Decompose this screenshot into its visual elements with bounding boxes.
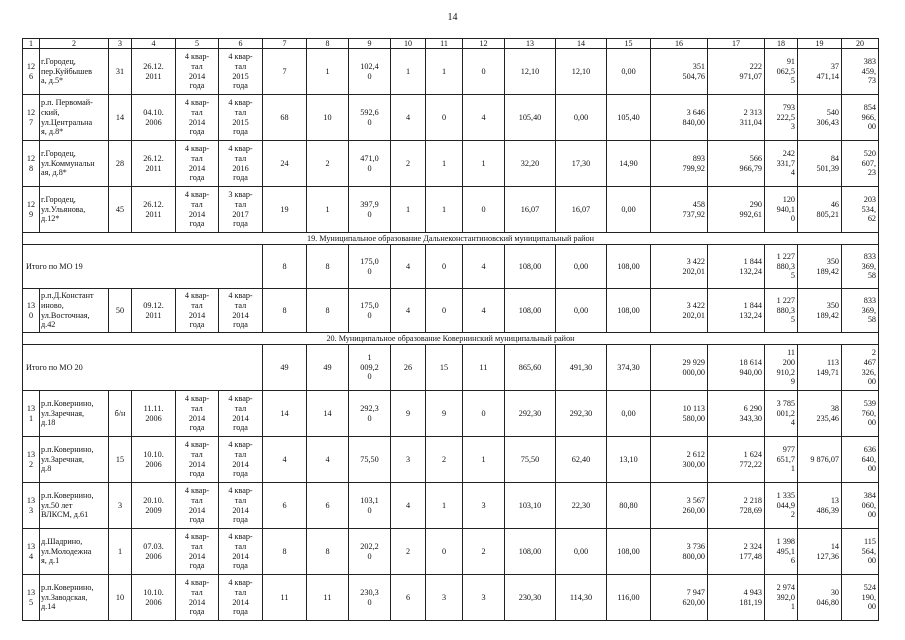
- section-heading-row: [23, 233, 879, 245]
- table-cell: 636 640, 00: [842, 437, 879, 483]
- table-cell: 4 квар- тал 2014 года: [219, 437, 263, 483]
- table-cell: 222 971,07: [708, 49, 765, 95]
- table-cell: 30 046,80: [798, 575, 842, 621]
- table-cell: 2 612 300,00: [651, 437, 708, 483]
- table-cell: 12 6: [23, 49, 40, 95]
- table-cell: 26.12. 2011: [132, 49, 176, 95]
- table-cell: 28: [109, 141, 132, 187]
- table-cell: 16,07: [556, 187, 607, 233]
- table-cell: 793 222,5 3: [765, 95, 798, 141]
- table-cell: 2: [307, 141, 349, 187]
- table-cell: 6: [263, 483, 307, 529]
- total-cell: 491,30: [556, 345, 607, 391]
- total-label: Итого по МО 20: [23, 345, 263, 391]
- total-cell: 8: [263, 245, 307, 289]
- table-cell: 4 квар- тал 2014 года: [176, 289, 219, 333]
- total-cell: 1 009,2 0: [349, 345, 391, 391]
- total-cell: 108,00: [607, 245, 651, 289]
- table-cell: р.п. Первомай- ский, ул.Центральна я, д.8*: [40, 95, 109, 141]
- header-cell: 1: [23, 39, 40, 49]
- table-cell: 0,00: [607, 49, 651, 95]
- total-cell: 113 149,71: [798, 345, 842, 391]
- table-cell: 22,30: [556, 483, 607, 529]
- header-cell: 4: [132, 39, 176, 49]
- total-row: [23, 245, 879, 289]
- table-cell: 1: [307, 187, 349, 233]
- table-row: [23, 529, 879, 575]
- table-cell: р.п.Ковернино, ул.Заводская, д.14: [40, 575, 109, 621]
- table-cell: 3: [391, 437, 426, 483]
- table-cell: 50: [109, 289, 132, 333]
- table-cell: 09.12. 2011: [132, 289, 176, 333]
- table-cell: 833 369, 58: [842, 289, 879, 333]
- table-cell: 26.12. 2011: [132, 187, 176, 233]
- section-heading: 20. Муниципальное образование Ковернинский муниципальный район: [23, 333, 879, 345]
- table-cell: р.п.Ковернино, ул.Заречная, д.8: [40, 437, 109, 483]
- header-cell: 15: [607, 39, 651, 49]
- table-cell: 108,00: [607, 289, 651, 333]
- table-cell: 4: [463, 95, 505, 141]
- table-cell: 4 квар- тал 2014 года: [219, 575, 263, 621]
- total-cell: 11: [463, 345, 505, 391]
- table-cell: 0: [426, 529, 463, 575]
- table-row: [23, 483, 879, 529]
- table-cell: 12 7: [23, 95, 40, 141]
- table-cell: 4 квар- тал 2014 года: [219, 529, 263, 575]
- table-cell: 9 876,07: [798, 437, 842, 483]
- table-cell: 1: [463, 437, 505, 483]
- table-cell: 540 306,43: [798, 95, 842, 141]
- table-cell: 4 квар- тал 2014 года: [176, 437, 219, 483]
- table-cell: 10: [109, 575, 132, 621]
- table-cell: 4: [391, 95, 426, 141]
- table-cell: 0: [463, 391, 505, 437]
- table-cell: 04.10. 2006: [132, 95, 176, 141]
- table-cell: б/н: [109, 391, 132, 437]
- table-cell: 539 760, 00: [842, 391, 879, 437]
- table-cell: 0: [426, 95, 463, 141]
- table-cell: 14: [109, 95, 132, 141]
- table-cell: 12 9: [23, 187, 40, 233]
- table-cell: 10.10. 2006: [132, 575, 176, 621]
- table-cell: 105,40: [607, 95, 651, 141]
- table-cell: 9: [426, 391, 463, 437]
- table-cell: 13,10: [607, 437, 651, 483]
- total-cell: 865,60: [505, 345, 556, 391]
- table-cell: 0,00: [556, 95, 607, 141]
- table-cell: 11: [307, 575, 349, 621]
- table-cell: 4: [391, 289, 426, 333]
- table-cell: 62,40: [556, 437, 607, 483]
- table-cell: 45: [109, 187, 132, 233]
- table-cell: 1 227 880,3 5: [765, 289, 798, 333]
- header-cell: 12: [463, 39, 505, 49]
- table-cell: 2: [426, 437, 463, 483]
- header-cell: 19: [798, 39, 842, 49]
- table-cell: г.Городец, ул.Коммунальн ая, д.8*: [40, 141, 109, 187]
- table-cell: 37 471,14: [798, 49, 842, 95]
- total-cell: 374,30: [607, 345, 651, 391]
- table-cell: 13 2: [23, 437, 40, 483]
- header-cell: 16: [651, 39, 708, 49]
- table-cell: 116,00: [607, 575, 651, 621]
- table-cell: 114,30: [556, 575, 607, 621]
- table-cell: 203 534, 62: [842, 187, 879, 233]
- section-heading: 19. Муниципальное образование Дальнеконстантиновский муниципальный район: [23, 233, 879, 245]
- header-cell: 13: [505, 39, 556, 49]
- table-cell: 75,50: [349, 437, 391, 483]
- table-cell: 32,20: [505, 141, 556, 187]
- table-cell: 7: [263, 49, 307, 95]
- table-cell: 80,80: [607, 483, 651, 529]
- table-cell: 10.10. 2006: [132, 437, 176, 483]
- header-row: [23, 39, 879, 49]
- table-cell: 115 564, 00: [842, 529, 879, 575]
- table-cell: 31: [109, 49, 132, 95]
- table-cell: 4: [463, 289, 505, 333]
- table-cell: 1: [391, 187, 426, 233]
- table-cell: 13 3: [23, 483, 40, 529]
- table-cell: 14: [263, 391, 307, 437]
- total-cell: 2 467 326, 00: [842, 345, 879, 391]
- table-cell: 14,90: [607, 141, 651, 187]
- table-cell: 2: [391, 529, 426, 575]
- table-cell: 4 квар- тал 2014 года: [176, 49, 219, 95]
- table-cell: 2 313 311,04: [708, 95, 765, 141]
- table-row: [23, 141, 879, 187]
- header-cell: 14: [556, 39, 607, 49]
- table-cell: 471,0 0: [349, 141, 391, 187]
- table-cell: 520 607, 23: [842, 141, 879, 187]
- total-cell: 18 614 940,00: [708, 345, 765, 391]
- table-cell: р.п.Ковернино, ул.50 лет ВЛКСМ, д.61: [40, 483, 109, 529]
- table-cell: 524 190, 00: [842, 575, 879, 621]
- table-cell: 1: [391, 49, 426, 95]
- table-cell: 13 4: [23, 529, 40, 575]
- total-cell: 0,00: [556, 245, 607, 289]
- total-cell: 8: [307, 245, 349, 289]
- table-row: [23, 187, 879, 233]
- table-cell: 13 486,39: [798, 483, 842, 529]
- table-cell: 19: [263, 187, 307, 233]
- table-cell: 3 736 800,00: [651, 529, 708, 575]
- table-cell: 242 331,7 4: [765, 141, 798, 187]
- total-row: [23, 345, 879, 391]
- header-cell: 8: [307, 39, 349, 49]
- total-cell: 350 189,42: [798, 245, 842, 289]
- table-cell: 3: [426, 575, 463, 621]
- table-cell: 230,3 0: [349, 575, 391, 621]
- table-cell: г.Городец, ул.Ульянова, д.12*: [40, 187, 109, 233]
- table-cell: 350 189,42: [798, 289, 842, 333]
- header-cell: 20: [842, 39, 879, 49]
- table-cell: 0,00: [556, 289, 607, 333]
- table-cell: 3: [109, 483, 132, 529]
- table-cell: 12,10: [505, 49, 556, 95]
- table-cell: 46 805,21: [798, 187, 842, 233]
- table-cell: 4 квар- тал 2014 года: [176, 483, 219, 529]
- table-cell: 384 060, 00: [842, 483, 879, 529]
- header-cell: 6: [219, 39, 263, 49]
- table-cell: 290 992,61: [708, 187, 765, 233]
- total-cell: 3 422 202,01: [651, 245, 708, 289]
- total-cell: 15: [426, 345, 463, 391]
- table-cell: 3 422 202,01: [651, 289, 708, 333]
- table-cell: 0: [463, 49, 505, 95]
- table-cell: 2 218 728,69: [708, 483, 765, 529]
- table-cell: 8: [263, 529, 307, 575]
- table-cell: 9: [391, 391, 426, 437]
- header-cell: 10: [391, 39, 426, 49]
- table-cell: 2: [463, 529, 505, 575]
- table-row: [23, 49, 879, 95]
- total-cell: 49: [263, 345, 307, 391]
- table-cell: 4: [391, 483, 426, 529]
- table-cell: 20.10. 2009: [132, 483, 176, 529]
- table-cell: 4 943 181,19: [708, 575, 765, 621]
- table-cell: 3 646 840,00: [651, 95, 708, 141]
- table-cell: 91 062,5 5: [765, 49, 798, 95]
- table-cell: 102,4 0: [349, 49, 391, 95]
- table-cell: 7 947 620,00: [651, 575, 708, 621]
- table-row: [23, 575, 879, 621]
- table-cell: 17,30: [556, 141, 607, 187]
- table-cell: 383 459, 73: [842, 49, 879, 95]
- table-cell: 26.12. 2011: [132, 141, 176, 187]
- table-cell: 84 501,39: [798, 141, 842, 187]
- table-cell: 103,10: [505, 483, 556, 529]
- table-cell: 0,00: [556, 529, 607, 575]
- header-cell: 3: [109, 39, 132, 49]
- total-cell: 108,00: [505, 245, 556, 289]
- table-row: [23, 95, 879, 141]
- table-cell: 1 398 495,1 6: [765, 529, 798, 575]
- table-cell: 1: [307, 49, 349, 95]
- table-cell: 3 785 001,2 4: [765, 391, 798, 437]
- total-cell: 175,0 0: [349, 245, 391, 289]
- table-cell: 13 5: [23, 575, 40, 621]
- table-cell: 458 737,92: [651, 187, 708, 233]
- table-cell: 4 квар- тал 2014 года: [176, 391, 219, 437]
- table-cell: 8: [307, 529, 349, 575]
- table-cell: 202,2 0: [349, 529, 391, 575]
- table-cell: 4 квар- тал 2014 года: [219, 483, 263, 529]
- table-cell: 11.11. 2006: [132, 391, 176, 437]
- table-cell: 0,00: [607, 391, 651, 437]
- header-cell: 18: [765, 39, 798, 49]
- total-cell: 4: [463, 245, 505, 289]
- table-cell: 108,00: [607, 529, 651, 575]
- header-cell: 7: [263, 39, 307, 49]
- table-cell: 4 квар- тал 2014 года: [219, 391, 263, 437]
- table-cell: 2 974 392,0 1: [765, 575, 798, 621]
- table-cell: 3: [463, 483, 505, 529]
- table-cell: 4 квар- тал 2014 года: [176, 141, 219, 187]
- table-cell: 3 567 260,00: [651, 483, 708, 529]
- table-cell: 103,1 0: [349, 483, 391, 529]
- table-cell: 6 290 343,30: [708, 391, 765, 437]
- table-cell: 15: [109, 437, 132, 483]
- table-cell: 566 966,79: [708, 141, 765, 187]
- total-cell: 4: [391, 245, 426, 289]
- table-cell: 977 651,7 1: [765, 437, 798, 483]
- table-cell: 1: [426, 49, 463, 95]
- table-cell: 4 квар- тал 2014 года: [176, 95, 219, 141]
- table-cell: 68: [263, 95, 307, 141]
- total-cell: 833 369, 58: [842, 245, 879, 289]
- table-cell: 292,3 0: [349, 391, 391, 437]
- total-cell: 29 929 000,00: [651, 345, 708, 391]
- section-heading-row: [23, 333, 879, 345]
- table-cell: 1 335 044,9 2: [765, 483, 798, 529]
- total-cell: 11 200 910,2 9: [765, 345, 798, 391]
- table-cell: 10: [307, 95, 349, 141]
- table-cell: 4 квар- тал 2014 года: [176, 529, 219, 575]
- table-cell: 1: [109, 529, 132, 575]
- table-cell: 108,00: [505, 529, 556, 575]
- table-cell: 4 квар- тал 2014 года: [176, 575, 219, 621]
- table-cell: 10 113 580,00: [651, 391, 708, 437]
- table-cell: 2 324 177,48: [708, 529, 765, 575]
- table-cell: 1 844 132,24: [708, 289, 765, 333]
- table-cell: 1 624 772,22: [708, 437, 765, 483]
- page-number: 14: [447, 12, 458, 23]
- table-cell: 105,40: [505, 95, 556, 141]
- table-cell: 1: [426, 483, 463, 529]
- table-cell: 3 квар- тал 2017 года: [219, 187, 263, 233]
- table-cell: 592,6 0: [349, 95, 391, 141]
- table-cell: 24: [263, 141, 307, 187]
- table-cell: 108,00: [505, 289, 556, 333]
- table-row: [23, 289, 879, 333]
- total-label: Итого по МО 19: [23, 245, 263, 289]
- table-cell: 1: [463, 141, 505, 187]
- table-cell: 14 127,36: [798, 529, 842, 575]
- table-cell: 120 940,1 0: [765, 187, 798, 233]
- total-cell: 0: [426, 245, 463, 289]
- table-cell: 292,30: [505, 391, 556, 437]
- table-cell: 4 квар- тал 2015 года: [219, 95, 263, 141]
- table-cell: 0,00: [607, 187, 651, 233]
- table-cell: 854 966, 00: [842, 95, 879, 141]
- table-cell: 0: [426, 289, 463, 333]
- registry-table: [22, 38, 879, 621]
- header-cell: 17: [708, 39, 765, 49]
- table-cell: р.п.Ковернино, ул.Заречная, д.18: [40, 391, 109, 437]
- table-cell: 6: [391, 575, 426, 621]
- table-cell: д.Шадрино, ул.Молодежна я, д.1: [40, 529, 109, 575]
- table-row: [23, 391, 879, 437]
- total-cell: 49: [307, 345, 349, 391]
- header-cell: 9: [349, 39, 391, 49]
- table-cell: 4 квар- тал 2014 года: [219, 289, 263, 333]
- table-cell: р.п.Д.Констант иново, ул.Восточная, д.42: [40, 289, 109, 333]
- table-cell: 2: [391, 141, 426, 187]
- table-cell: 4: [263, 437, 307, 483]
- table-cell: 6: [307, 483, 349, 529]
- table-cell: 11: [263, 575, 307, 621]
- table-cell: 13 0: [23, 289, 40, 333]
- table-cell: 1: [426, 141, 463, 187]
- table-cell: 4 квар- тал 2016 года: [219, 141, 263, 187]
- table-cell: 4 квар- тал 2014 года: [176, 187, 219, 233]
- total-cell: 1 844 132,24: [708, 245, 765, 289]
- table-cell: 893 799,92: [651, 141, 708, 187]
- table-cell: 8: [307, 289, 349, 333]
- table-cell: 230,30: [505, 575, 556, 621]
- header-cell: 2: [40, 39, 109, 49]
- total-cell: 26: [391, 345, 426, 391]
- table-cell: 13 1: [23, 391, 40, 437]
- table-cell: 1: [426, 187, 463, 233]
- table-cell: г.Городец, пер.Куйбышев а, д.5*: [40, 49, 109, 95]
- header-cell: 5: [176, 39, 219, 49]
- table-cell: 351 504,76: [651, 49, 708, 95]
- table-cell: 292,30: [556, 391, 607, 437]
- table-cell: 07.03. 2006: [132, 529, 176, 575]
- table-cell: 4: [307, 437, 349, 483]
- table-cell: 3: [463, 575, 505, 621]
- table-cell: 4 квар- тал 2015 года: [219, 49, 263, 95]
- table-cell: 38 235,46: [798, 391, 842, 437]
- table-cell: 14: [307, 391, 349, 437]
- table-cell: 16,07: [505, 187, 556, 233]
- table-cell: 175,0 0: [349, 289, 391, 333]
- table-cell: 397,9 0: [349, 187, 391, 233]
- table-cell: 0: [463, 187, 505, 233]
- header-cell: 11: [426, 39, 463, 49]
- table-cell: 12 8: [23, 141, 40, 187]
- table-cell: 75,50: [505, 437, 556, 483]
- table-cell: 12,10: [556, 49, 607, 95]
- table-row: [23, 437, 879, 483]
- table-cell: 8: [263, 289, 307, 333]
- table-body: [23, 39, 879, 621]
- total-cell: 1 227 880,3 5: [765, 245, 798, 289]
